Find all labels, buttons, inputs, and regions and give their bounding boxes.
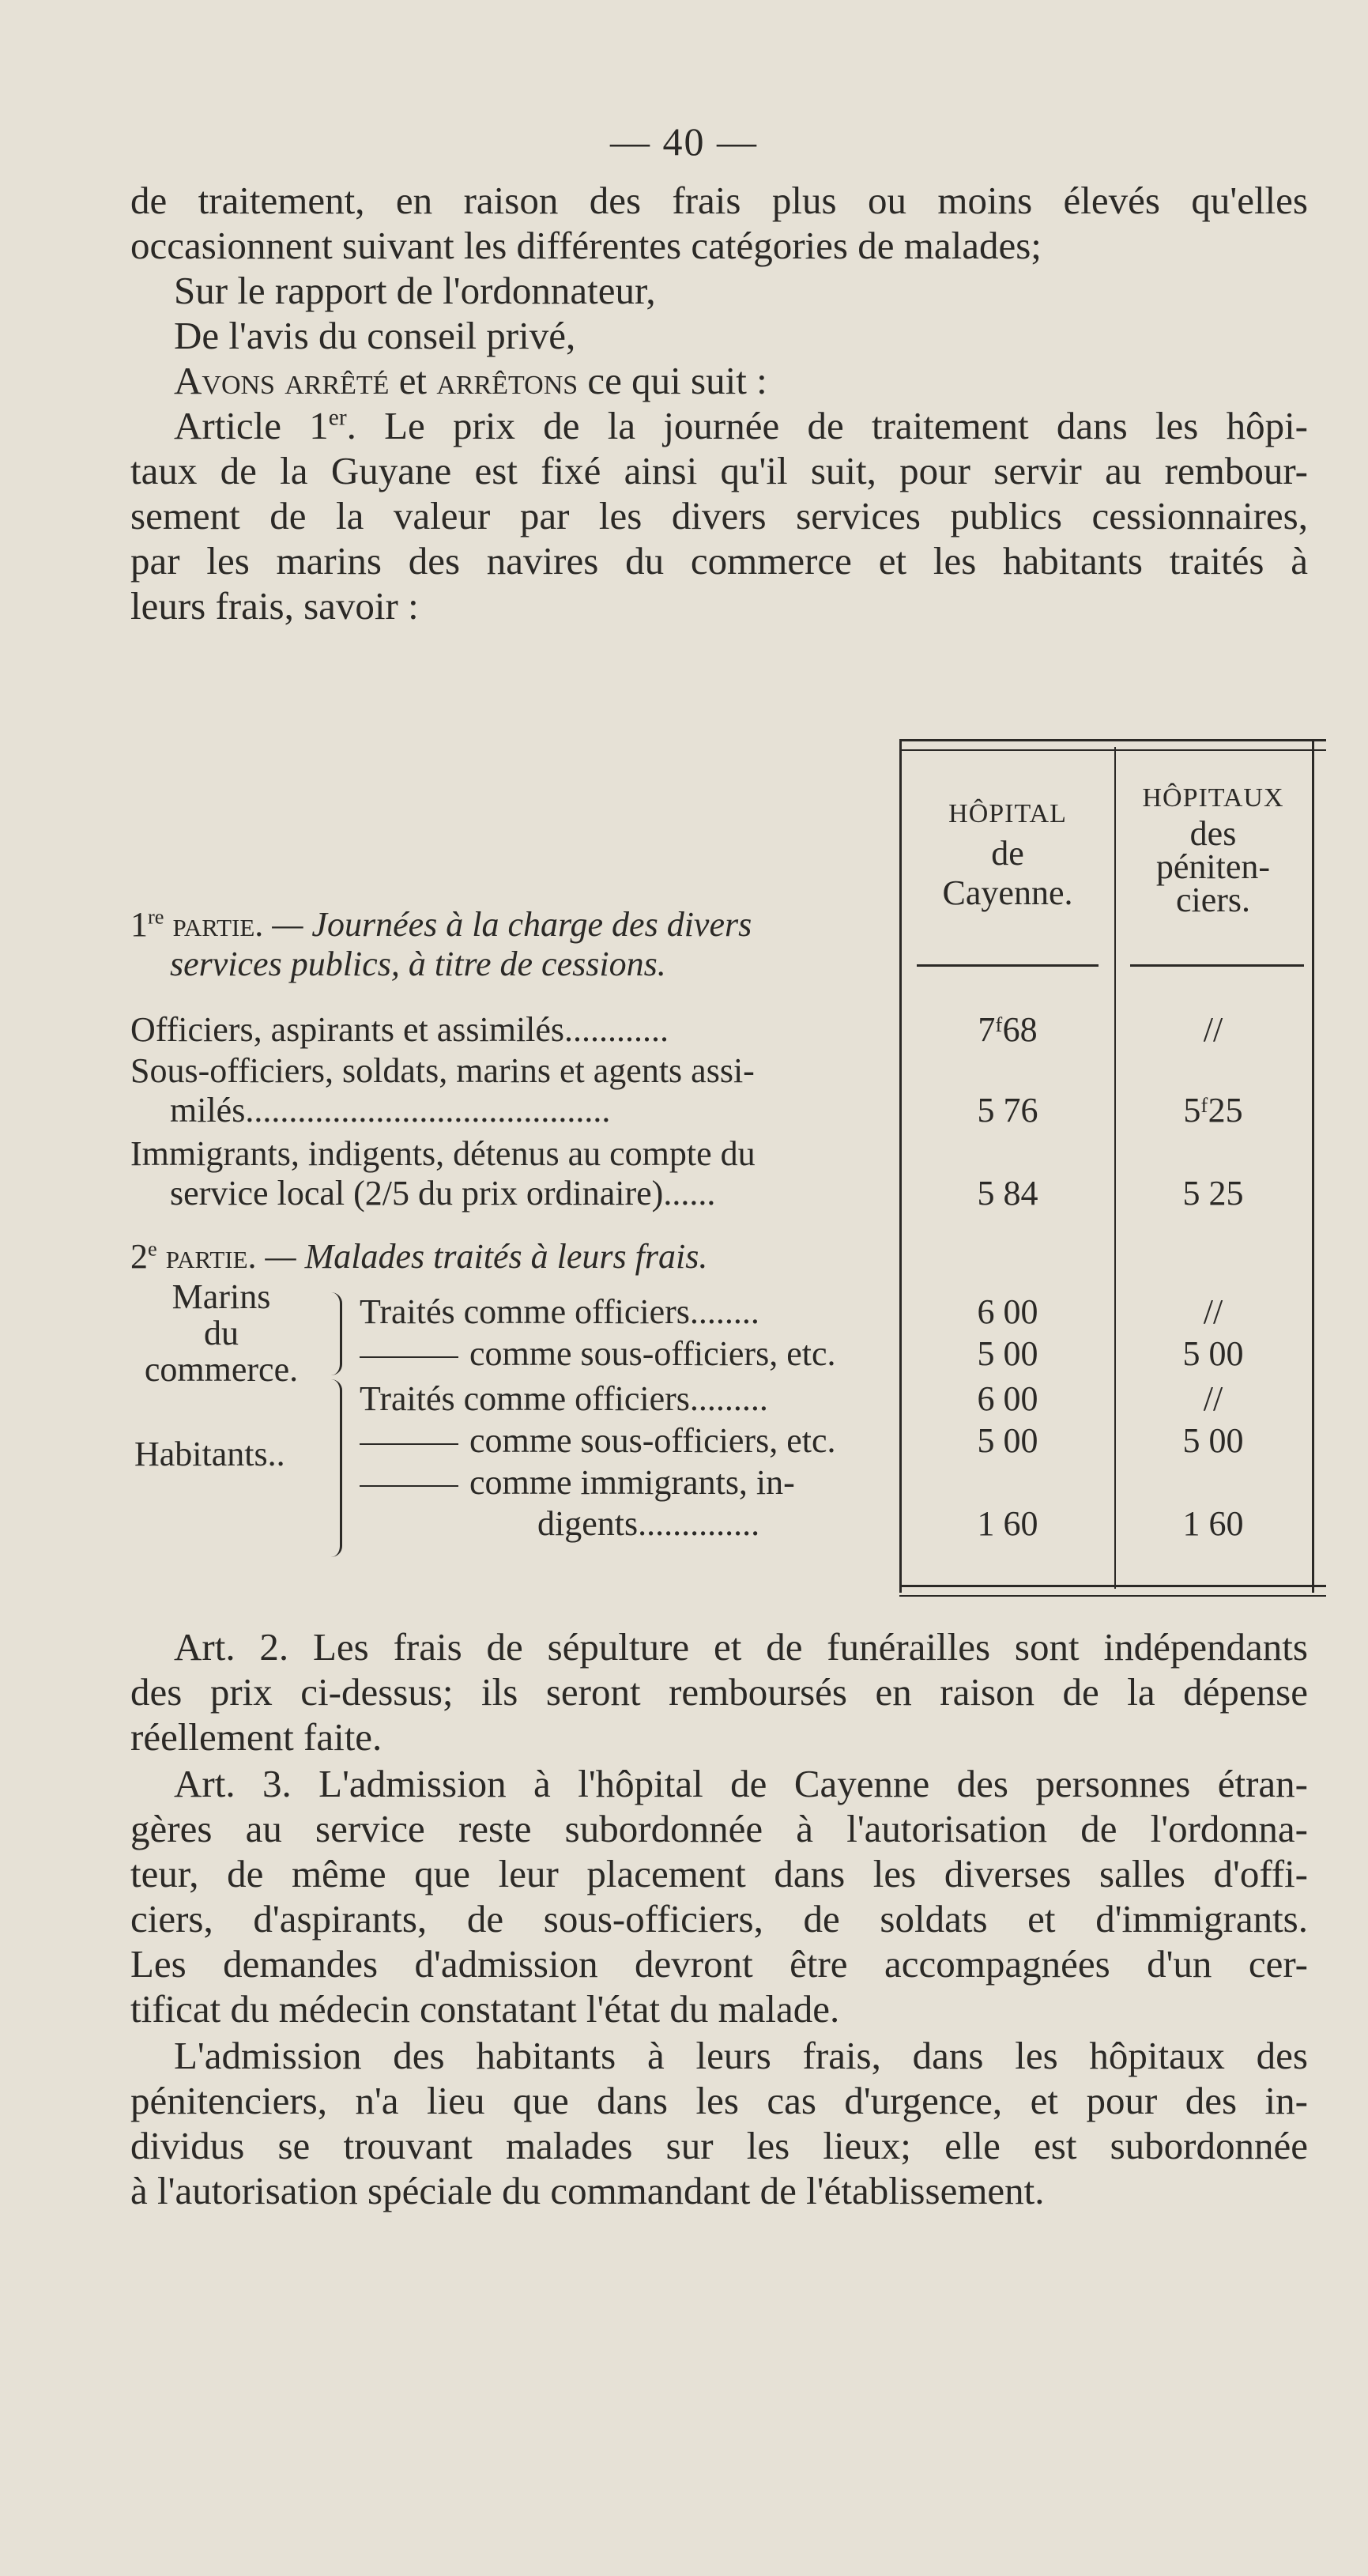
table-bottom-border-inner: [899, 1595, 1326, 1597]
table-top-border-inner: [899, 749, 1326, 751]
text-line: De l'avis du conseil privé,: [174, 314, 576, 357]
group-habitants: Habitants..: [134, 1435, 285, 1473]
part-1-title-text: — Journées à la charge des divers: [272, 905, 752, 944]
table-left-border: [899, 739, 902, 1593]
value-penitenciers: //: [1203, 1292, 1223, 1331]
ditto-rule: [360, 1485, 458, 1487]
table-bottom-border: [899, 1585, 1326, 1587]
brace: [330, 1379, 342, 1557]
part-1-sup: re: [148, 904, 164, 929]
value-cayenne: 5 00: [977, 1334, 1038, 1373]
text-line: Les demandes d'admission devront être accompagnées d'un cer-: [130, 1942, 1308, 1986]
final-paragraph: [130, 2033, 1308, 2213]
row-label: [360, 1463, 795, 1503]
header-rule: [917, 964, 1099, 967]
text-line: par les marins des navires du commerce et les habitants traités à: [130, 539, 1308, 583]
article-1-sup: er: [328, 405, 347, 431]
header-word: de: [991, 834, 1024, 873]
text-line: réellement faite.: [130, 1715, 383, 1759]
row-label: Traités comme officiers........: [360, 1292, 759, 1331]
header-word: Cayenne.: [942, 873, 1073, 912]
text-line: ciers, d'aspirants, de sous-officiers, de soldats et d'immigrants.: [130, 1897, 1308, 1940]
text-line: taux de la Guyane est fixé ainsi qu'il suit, pour servir au rembour-: [130, 449, 1308, 492]
text-line: sement de la valeur par les divers services publics cessionnaires,: [130, 494, 1308, 537]
text-line: leurs frais, savoir :: [130, 584, 419, 628]
row-label: Officiers, aspirants et assimilés............: [130, 1010, 669, 1049]
group-word: commerce.: [144, 1350, 299, 1389]
article-1-prefix: Article 1: [174, 404, 329, 447]
text-line: à l'autorisation spéciale du commandant de l'établissement.: [130, 2169, 1045, 2212]
article-2: [130, 1624, 1308, 1759]
text-line: gères au service reste subordonnée à l'autorisation de l'ordonna-: [130, 1807, 1308, 1850]
header-word: HÔPITAUX: [1142, 783, 1284, 813]
part-2-sup: e: [148, 1236, 157, 1261]
row-label: service local (2/5 du prix ordinaire)......: [170, 1174, 716, 1213]
text-line: L'admission des habitants à leurs frais, dans les hôpitaux des: [174, 2034, 1308, 2077]
text-line: Sur le rapport de l'ordonnateur,: [174, 269, 656, 312]
header-word: HÔPITAL: [948, 799, 1067, 828]
value-cayenne: 1 60: [977, 1504, 1038, 1543]
text-line: pénitenciers, n'a lieu que dans les cas d'urgence, et pour des in-: [130, 2079, 1308, 2122]
et-word: et: [398, 359, 428, 402]
part-2-title-text: — Malades traités à leurs frais.: [265, 1237, 708, 1276]
part-1-partie: partie.: [172, 905, 264, 944]
avons-word: Avons: [174, 359, 275, 402]
row-label-text: comme immigrants, in-: [469, 1463, 795, 1502]
value-penitenciers: 5 25: [1182, 1174, 1244, 1213]
text-line: occasionnent suivant les différentes catégories de malades;: [130, 224, 1042, 267]
column-header-hopital-cayenne: [905, 794, 1110, 913]
table-top-border: [899, 739, 1326, 741]
part-1-subtitle: services publics, à titre de cessions.: [170, 945, 666, 983]
intro-paragraph: [130, 178, 1308, 403]
row-label-text: comme sous-officiers, etc.: [469, 1334, 836, 1373]
header-word: des: [1189, 814, 1237, 853]
page-number: — 40 —: [610, 119, 758, 164]
column-header-hopitaux-penitenciers: [1118, 779, 1308, 919]
value-penitenciers: 1 60: [1182, 1504, 1244, 1543]
value-cayenne: 5 00: [977, 1421, 1038, 1460]
ditto-rule: [360, 1356, 458, 1358]
brace: [330, 1292, 342, 1375]
text-line: [130, 403, 1308, 448]
value-penitenciers: 5 00: [1182, 1421, 1244, 1460]
row-label: Sous-officiers, soldats, marins et agents assi-: [130, 1051, 755, 1090]
value-cayenne: 6 00: [977, 1379, 1038, 1418]
table-column-divider: [1114, 747, 1116, 1589]
value-penitenciers: 5 00: [1182, 1334, 1244, 1373]
row-label-text: comme sous-officiers, etc.: [469, 1421, 836, 1460]
article-1-text: . Le prix de la journée de traitement dans les hôpi-: [346, 404, 1309, 447]
part-2-partie: partie.: [165, 1237, 257, 1276]
header-word: ciers.: [1175, 881, 1251, 919]
ditto-rule: [360, 1443, 458, 1445]
row-label: digents..............: [537, 1504, 760, 1543]
row-label: milés..........................................: [170, 1091, 611, 1130]
table-right-border: [1312, 739, 1314, 1593]
text-line: tificat du médecin constatant l'état du malade.: [130, 1987, 840, 2031]
value-cayenne: 5 76: [977, 1091, 1038, 1130]
header-rule: [1130, 964, 1304, 967]
value-penitenciers: 5ᶠ25: [1183, 1091, 1243, 1130]
text-line: de traitement, en raison des frais plus ou moins élevés qu'elles: [130, 179, 1308, 222]
text-line: dividus se trouvant malades sur les lieux; elle est subordonnée: [130, 2124, 1308, 2167]
decree-line: [130, 358, 1308, 403]
part-2-title: [130, 1237, 707, 1277]
ce-qui-suit: ce qui suit :: [587, 359, 767, 402]
group-marins-du-commerce: [126, 1279, 316, 1388]
article-3: [130, 1761, 1308, 2031]
value-penitenciers: //: [1203, 1379, 1223, 1418]
group-word: du: [204, 1314, 239, 1352]
row-label: Immigrants, indigents, détenus au compte du: [130, 1134, 756, 1173]
row-label: Traités comme officiers.........: [360, 1379, 768, 1418]
arrete-word: arrêté: [285, 359, 390, 402]
text-line: Art. 3. L'admission à l'hôpital de Cayenne des personnes étran-: [174, 1762, 1308, 1805]
row-label: [360, 1334, 835, 1374]
value-penitenciers: //: [1203, 1010, 1223, 1049]
arretons-word: arrêtons: [436, 359, 578, 402]
group-word: Marins: [171, 1277, 271, 1316]
text-line: teur, de même que leur placement dans les diverses salles d'offi-: [130, 1852, 1308, 1895]
part-1-number: 1: [130, 905, 148, 944]
header-word: péniten-: [1155, 847, 1271, 886]
value-cayenne: 5 84: [977, 1174, 1038, 1213]
text-line: Art. 2. Les frais de sépulture et de funérailles sont indépendants: [174, 1625, 1308, 1669]
article-1: [130, 403, 1308, 628]
value-cayenne: 6 00: [977, 1292, 1038, 1331]
text-line: des prix ci-dessus; ils seront remboursés en raison de la dépense: [130, 1670, 1308, 1714]
part-1-title: [130, 905, 752, 945]
part-2-number: 2: [130, 1237, 148, 1276]
value-cayenne: 7ᶠ68: [978, 1010, 1038, 1049]
row-label: [360, 1421, 835, 1461]
